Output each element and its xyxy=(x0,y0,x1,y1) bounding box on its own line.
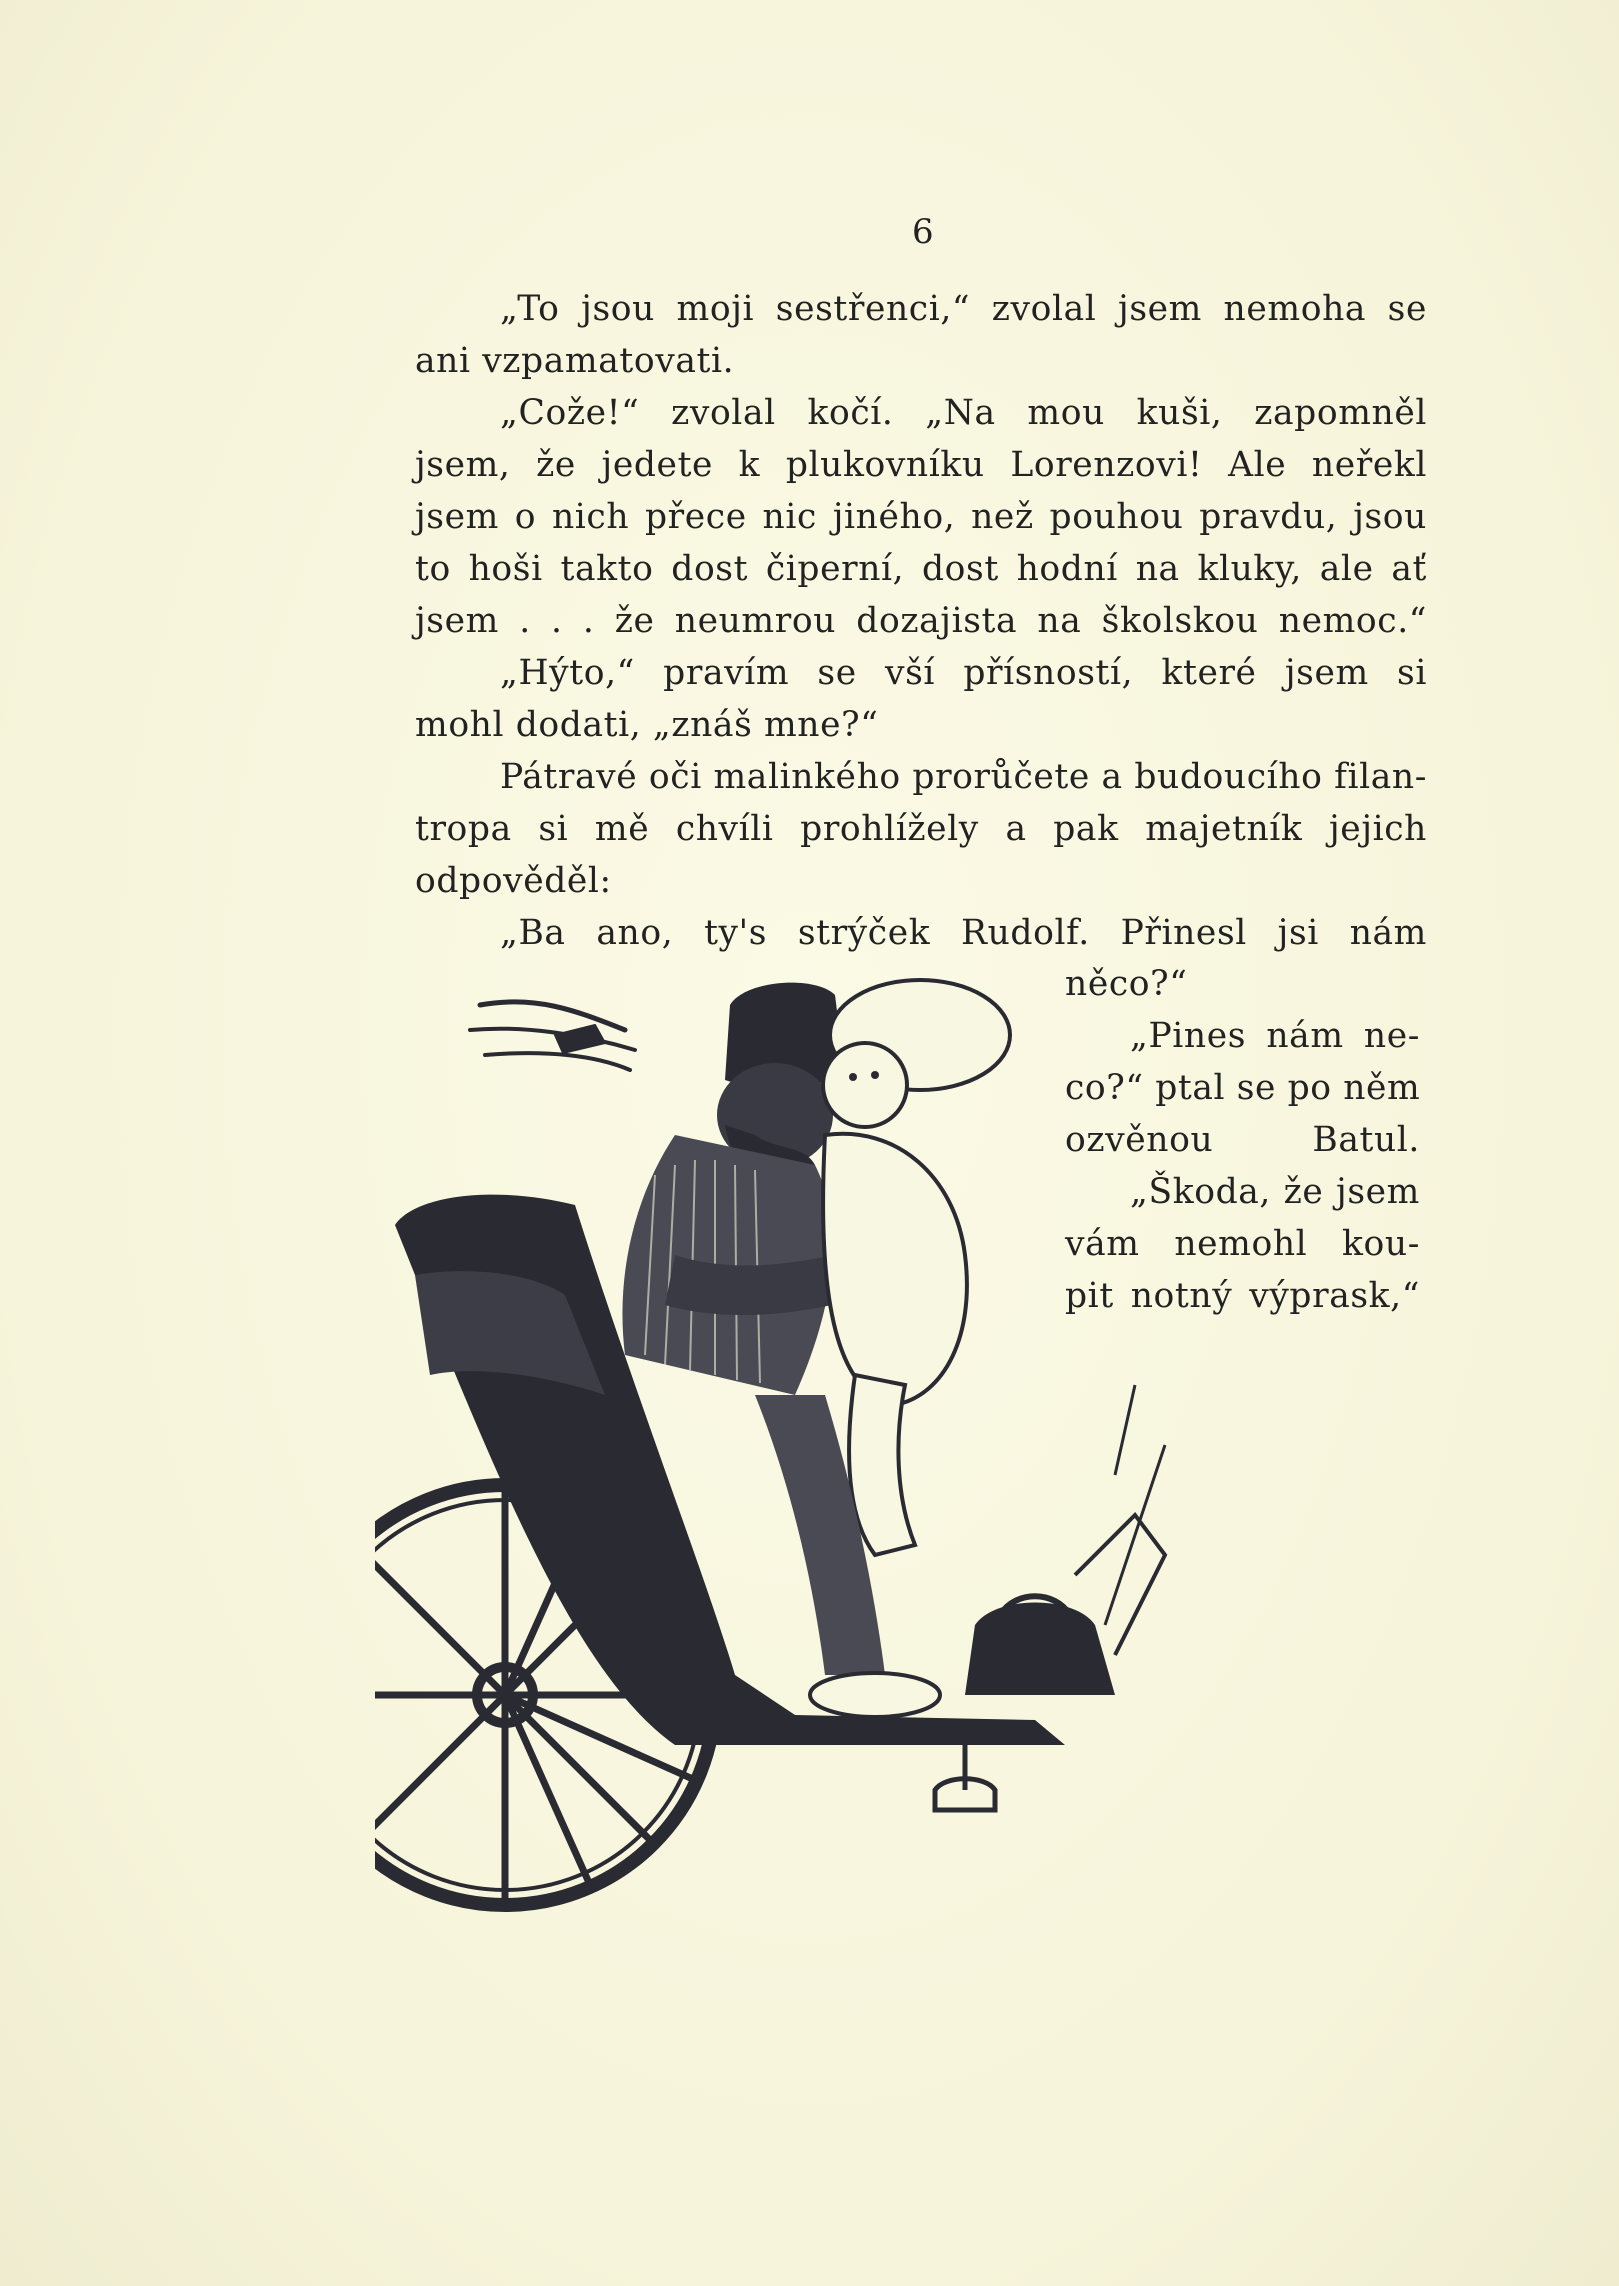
text-line: co?“ ptal se po něm xyxy=(1065,1068,1421,1108)
text-line: „To jsou moji sestřenci,“ zvolal jsem nemoha se xyxy=(500,289,1427,329)
text-line: něco?“ xyxy=(1065,964,1188,1004)
text-line: to hoši takto dost čiperní, dost hodní na kluky, ale ať xyxy=(415,549,1427,589)
text-line: „Hýto,“ pravím se vší přísností, které jsem si xyxy=(500,653,1427,693)
text-line: „Škoda, že jsem xyxy=(1130,1172,1420,1212)
text-line: ozvěnou Batul. xyxy=(1065,1120,1420,1160)
text-line: jsem, že jedete k plukovníku Lorenzovi! Ale neřekl xyxy=(415,445,1427,485)
text-line: „Pines nám ne- xyxy=(1130,1016,1420,1056)
text-line: jsem . . . že neumrou dozajista na školskou nemoc.“ xyxy=(415,601,1427,641)
text-line: mohl dodati, „znáš mne?“ xyxy=(415,705,879,745)
carriage-illustration xyxy=(375,975,1305,1995)
text-line: ani vzpamatovati. xyxy=(415,341,735,381)
text-line: jsem o nich přece nic jiného, než pouhou pravdu, jsou xyxy=(415,497,1427,537)
text-line: „Cože!“ zvolal kočí. „Na mou kuši, zapomněl xyxy=(500,393,1427,433)
main-text-block xyxy=(415,283,1427,959)
page-number: 6 xyxy=(912,212,935,252)
text-line: odpověděl: xyxy=(415,861,612,901)
text-line: „Ba ano, ty's strýček Rudolf. Přinesl jsi nám xyxy=(500,913,1427,953)
text-line: vám nemohl kou- xyxy=(1065,1224,1420,1264)
text-line: Pátravé oči malinkého prorůčete a budoucího filan- xyxy=(500,757,1427,797)
text-line: tropa si mě chvíli prohlížely a pak majetník jejich xyxy=(415,809,1427,849)
text-line: pit notný výprask,“ xyxy=(1065,1276,1420,1316)
